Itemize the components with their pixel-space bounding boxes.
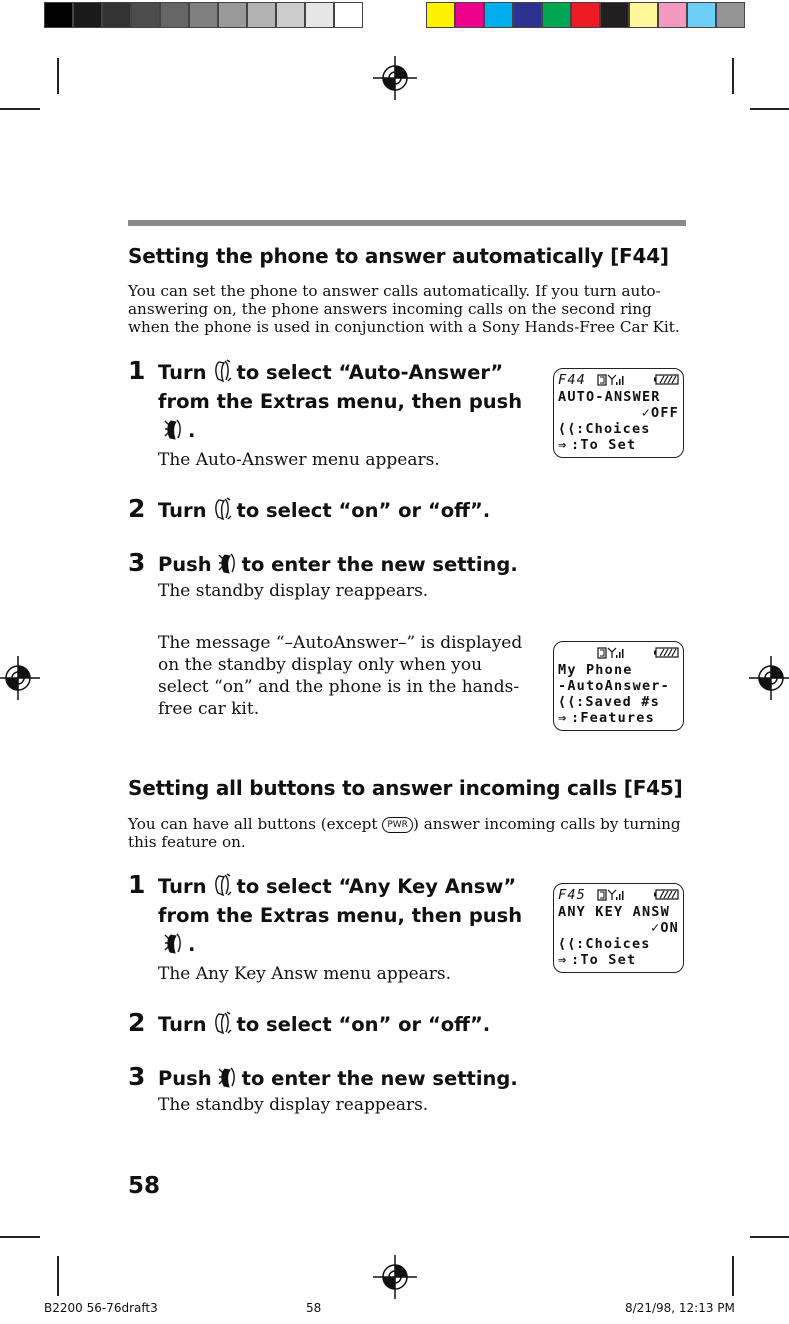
section-title: Setting the phone to answer automatically [F44] [128, 244, 669, 268]
section-intro: You can set the phone to answer calls automatically. If you turn auto-answering on, the phone answers incoming calls on the second ring when the phone is used in conjunction with a Sony Hands-Free Car Kit. [128, 282, 680, 336]
signal-strength-icon [597, 647, 625, 659]
step-text: to enter the new setting. [241, 553, 518, 576]
color-swatch [305, 2, 334, 28]
jog-dial-push-icon [216, 551, 238, 575]
footer-center: 58 [306, 1301, 322, 1315]
step-end: . [188, 419, 196, 442]
step-result: The Any Key Answ menu appears. [158, 964, 452, 984]
step-verb: Turn [158, 499, 207, 522]
lcd-line: :Choices [576, 421, 651, 437]
color-swatch [426, 2, 455, 28]
color-swatch [102, 2, 131, 28]
lcd-display-auto-answer [553, 368, 684, 458]
signal-strength-icon [597, 374, 625, 386]
color-swatch [247, 2, 276, 28]
color-swatch [600, 2, 629, 28]
step-result: The standby display reappears. [158, 1095, 429, 1115]
step-instruction [158, 872, 528, 959]
lcd-line: :Saved #s [576, 694, 660, 710]
jog-dial-turn-icon [211, 1011, 233, 1035]
lcd-function-code: F45 [558, 887, 586, 903]
jog-dial-turn-icon [211, 359, 233, 383]
crop-mark [732, 58, 734, 94]
section-intro [128, 815, 688, 851]
footer-left: B2200 56-76draft3 [44, 1301, 158, 1315]
step-text: to select “Auto-Answer” from the Extras menu, then push [158, 361, 523, 413]
color-swatch [513, 2, 542, 28]
step-verb: Turn [158, 875, 207, 898]
registration-mark-icon [749, 656, 789, 700]
step-text: to select “on” or “off”. [236, 499, 491, 522]
color-swatch [455, 2, 484, 28]
jog-push-glyph-icon: ⇒ [558, 952, 568, 968]
footer-right: 8/21/98, 12:13 PM [625, 1301, 735, 1315]
step-instruction [158, 496, 490, 525]
lcd-line: -AutoAnswer- [558, 678, 670, 694]
step-instruction [158, 358, 548, 445]
color-swatch [131, 2, 160, 28]
color-swatch [334, 2, 363, 28]
lcd-line: :Features [571, 710, 655, 726]
color-swatch [658, 2, 687, 28]
step-result: The standby display reappears. [158, 581, 429, 601]
lcd-line: :To Set [571, 952, 637, 968]
step-number: 1 [128, 870, 146, 899]
step-number: 1 [128, 356, 146, 385]
color-swatch [160, 2, 189, 28]
crop-mark [0, 1236, 40, 1238]
step-end: . [188, 933, 196, 956]
color-swatch [276, 2, 305, 28]
jog-push-glyph-icon: ⇒ [558, 710, 568, 726]
step-text: to enter the new setting. [241, 1067, 518, 1090]
jog-dial-push-icon [162, 417, 184, 441]
lcd-line: :To Set [571, 437, 637, 453]
registration-mark-icon [0, 656, 40, 700]
color-swatch [484, 2, 513, 28]
step-number: 3 [128, 1062, 146, 1091]
color-swatch [73, 2, 102, 28]
step-verb: Push [158, 1067, 212, 1090]
jog-dial-turn-icon [211, 497, 233, 521]
lcd-function-code: F44 [558, 372, 586, 388]
step-note: The message “–AutoAnswer–” is displayed on the standby display only when you select “on” and the phone is in the hands-free car kit. [158, 633, 523, 719]
lcd-display-standby [553, 641, 684, 731]
color-swatch [218, 2, 247, 28]
color-swatch [716, 2, 745, 28]
section-title: Setting all buttons to answer incoming calls [F45] [128, 776, 683, 800]
crop-mark [750, 108, 789, 110]
step-instruction [158, 1064, 518, 1093]
lcd-display-any-key-answer [553, 883, 684, 973]
jog-push-glyph-icon: ⇒ [558, 437, 568, 453]
step-text: to select “on” or “off”. [236, 1013, 491, 1036]
step-result: The Auto-Answer menu appears. [158, 450, 440, 470]
battery-icon [654, 374, 679, 385]
jog-dial-push-icon [162, 931, 184, 955]
page-number: 58 [128, 1173, 161, 1199]
lcd-line: :Choices [576, 936, 651, 952]
crop-mark [57, 1256, 59, 1296]
color-swatch [542, 2, 571, 28]
lcd-line: ✓OFF [641, 405, 679, 421]
battery-icon [654, 647, 679, 658]
step-instruction [158, 550, 518, 579]
crop-mark [0, 108, 40, 110]
lcd-line: ANY KEY ANSW [558, 904, 670, 920]
step-verb: Turn [158, 361, 207, 384]
crop-mark [57, 58, 59, 94]
registration-mark-icon [373, 56, 417, 100]
step-text: to select “Any Key Answ” from the Extras menu, then push [158, 875, 523, 927]
step-number: 2 [128, 1008, 146, 1037]
lcd-line: My Phone [558, 662, 633, 678]
section-rule [128, 220, 686, 226]
battery-icon [654, 889, 679, 900]
step-verb: Turn [158, 1013, 207, 1036]
signal-strength-icon [597, 889, 625, 901]
color-swatch [571, 2, 600, 28]
intro-text: You can have all buttons (except [128, 815, 378, 833]
jog-turn-glyph-icon: ⟨⟨ [558, 421, 577, 437]
step-number: 3 [128, 548, 146, 577]
jog-turn-glyph-icon: ⟨⟨ [558, 936, 577, 952]
crop-mark [750, 1236, 789, 1238]
jog-dial-turn-icon [211, 873, 233, 897]
pwr-key-icon: PWR [382, 817, 413, 833]
jog-dial-push-icon [216, 1065, 238, 1089]
crop-mark [732, 1256, 734, 1296]
lcd-line: AUTO-ANSWER [558, 389, 661, 405]
color-swatch [189, 2, 218, 28]
color-swatch [629, 2, 658, 28]
color-swatch [687, 2, 716, 28]
step-number: 2 [128, 494, 146, 523]
registration-mark-icon [373, 1255, 417, 1299]
step-verb: Push [158, 553, 212, 576]
lcd-line: ✓ON [651, 920, 679, 936]
color-swatch [44, 2, 73, 28]
intro-text: ) answer incoming calls by turning this feature on. [128, 815, 681, 851]
step-instruction [158, 1010, 490, 1039]
jog-turn-glyph-icon: ⟨⟨ [558, 694, 577, 710]
